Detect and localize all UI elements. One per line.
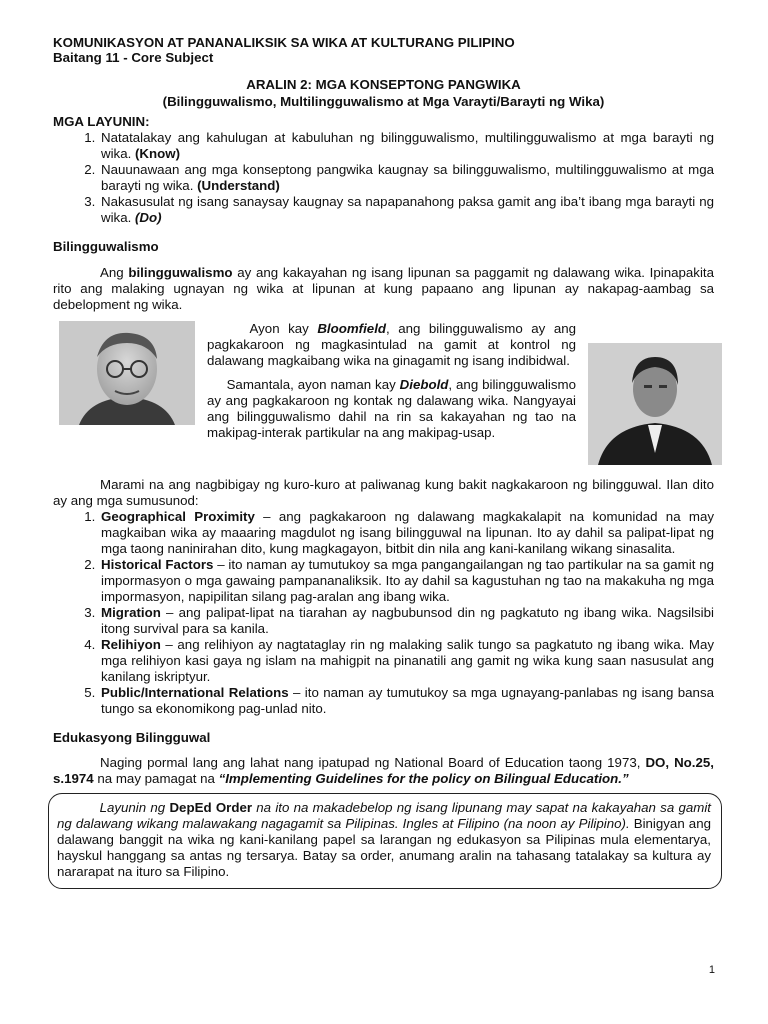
objective-item: 1. Natatalakay ang kahulugan at kabuluhan ng bilingguwalismo, multilingguwalismo at mga barayti ng wika. (Know) bbox=[99, 130, 714, 162]
reason-item: 2. Historical Factors – ito naman ay tumutukoy sa mga pangangailangan ng tao partikular na sa gamit ng impormasyon o mga gawaing pampananaliksik. Ito ay dahil sa kagustuhan ng tao na makakuha ng mga impormasyon, napipilitan silang pag-aralan ang ibang wika. bbox=[99, 557, 714, 605]
lesson-title: ARALIN 2: MGA KONSEPTONG PANGWIKA bbox=[246, 77, 521, 92]
grade-level: Baitang 11 - Core Subject bbox=[53, 50, 214, 65]
bloomfield-paragraph: Ayon kay Bloomfield, ang bilingguwalismo ay ang pagkakaroon ng magkasintulad na gamit at kontrol ng dalawang magkaibang wika na ginagamit ng isang indibidwal. bbox=[207, 321, 577, 368]
diebold-paragraph: Samantala, ayon naman kay Diebold, ang bilingguwalismo ay ang pagkakaroon ng kontak ng dalawang wika. Nangyayai ang bilingguwalismo dahil na rin sa kakayahan ng tao na makipag-interak partikular na ang makipag-usap. bbox=[207, 377, 576, 440]
diebold-photo bbox=[588, 343, 722, 465]
objective-item: 2. Nauunawaan ang mga konseptong pangwika kaugnay sa bilingguwalismo, multilingguwalismo at mga barayti ng wika. (Understand) bbox=[99, 162, 714, 194]
deped-order-box: Layunin ng DepEd Order na ito na makadebelop ng isang lipunang may sapat na kakayahan sa gamit ng dalawang wikang malawakang nagagamit sa Pilipinas. Ingles at Filipino (na noon ay Pilipino). Binigyan ang dalawang banggit na wika ng kani-kanilang papel sa larangan ng edukasyon sa Pilipinas mula elementarya, hayskul hanggang sa antas ng tersarya. Batay sa order, anumang aralin na tahasang tatalakay sa kultura ay nararapat na ituro sa Filipino. bbox=[48, 793, 722, 889]
bilingual-education-paragraph: Naging pormal lang ang lahat nang ipatupad ng National Board of Education taong 1973, DO, No.25, s.1974 na may pamagat na “Implementing Guidelines for the policy on Bilingual Education.” bbox=[53, 755, 714, 786]
reason-item: 5. Public/International Relations – ito naman ay tumutukoy sa mga ugnayang-panlabas ng isang bansa tungo sa ekonomikong pag-unlad nito. bbox=[99, 685, 714, 717]
lesson-subtitle: (Bilingguwalismo, Multilingguwalismo at Mga Varayti/Barayti ng Wika) bbox=[162, 94, 605, 109]
reasons-list bbox=[53, 509, 714, 717]
page-number: 1 bbox=[708, 964, 715, 976]
objective-item: 3. Nakasusulat ng isang sanaysay kaugnay sa napapanahong paksa gamit ang iba’t ibang mga barayti ng wika. (Do) bbox=[99, 194, 714, 226]
course-title: KOMUNIKASYON AT PANANALIKSIK SA WIKA AT KULTURANG PILIPINO bbox=[53, 35, 515, 50]
bilingual-education-heading: Edukasyong Bilingguwal bbox=[53, 730, 211, 745]
scholars-section bbox=[53, 321, 714, 441]
bilingualism-intro: Ang bilingguwalismo ay ang kakayahan ng isang lipunan sa paggamit ng dalawang wika. Ipinapakita rito ang malaking ugnayan ng wika at lipunan at kung papaano ang lipunan ay nakapag-aambag sa debelopment ng wika. bbox=[53, 265, 714, 312]
bloomfield-photo bbox=[59, 321, 195, 425]
reason-item: 1. Geographical Proximity – ang pagkakaroon ng dalawang magkakalapit na komunidad na may magkaiban wika ay maaaring magdulot ng isang bilingguwal na lipunan. Ito ay dahil sa palipat-lipat ng mga taong naninirahan dito, kung magkagayon, bitbit din nila ang kani-kanilang wikang sinasalita. bbox=[99, 509, 714, 557]
reason-item: 4. Relihiyon – ang relihiyon ay nagtataglay rin ng malaking salik tungo sa pagkatuto ng ibang wika. May mga relihiyon kasi gaya ng islam na mahigpit na pinanatili ang gamit ng wika kung saan nasusulat ang kanilang iskriptyur. bbox=[99, 637, 714, 685]
document-page bbox=[53, 35, 714, 889]
objectives-list bbox=[53, 130, 714, 226]
objectives-heading: MGA LAYUNIN: bbox=[53, 114, 150, 129]
reasons-intro: Marami na ang nagbibigay ng kuro-kuro at paliwanag kung bakit nagkakaroon ng bilingguwal. Ilan dito ay ang mga sumusunod: bbox=[53, 477, 714, 508]
reason-item: 3. Migration – ang palipat-lipat na tiarahan ay nagbubunsod din ng pagkatuto ng ibang wika. Nagsilsibi itong survival para sa kanila. bbox=[99, 605, 714, 637]
bilingualism-heading: Bilingguwalismo bbox=[53, 239, 159, 254]
